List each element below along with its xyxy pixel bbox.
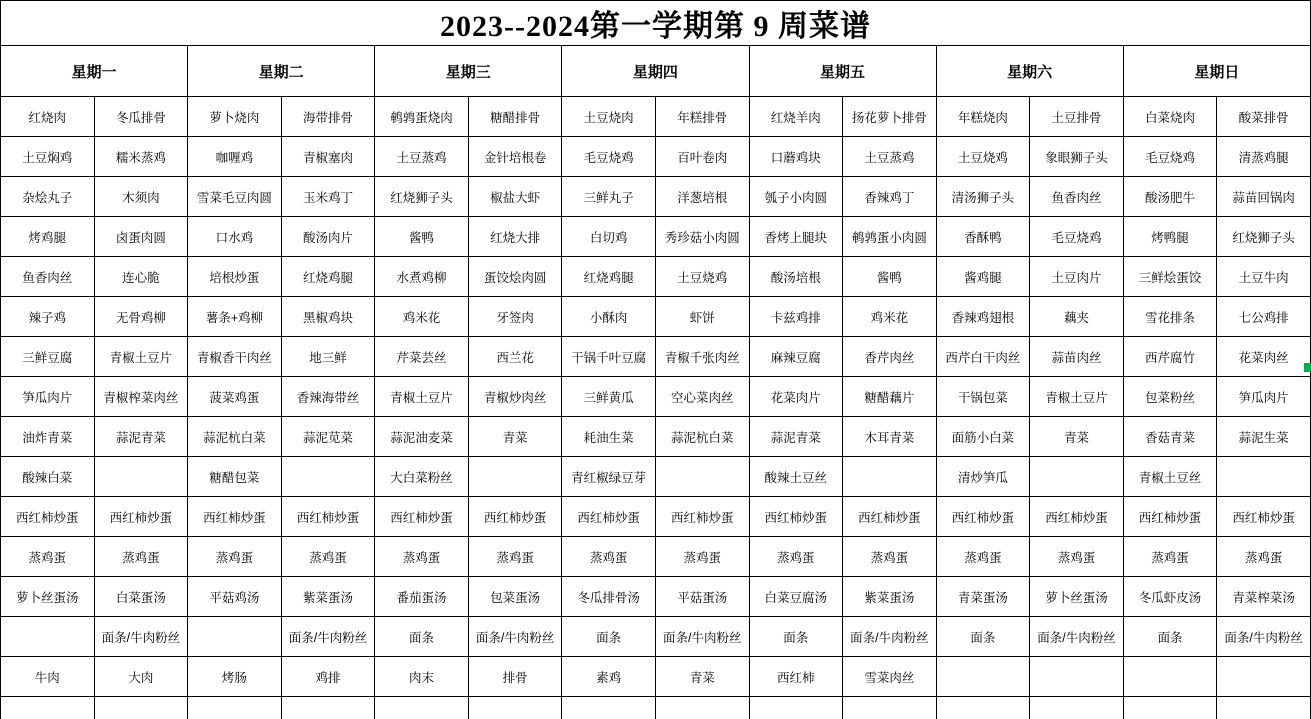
menu-row: [1, 417, 1311, 457]
menu-cell[interactable]: 酱鸡腿: [936, 257, 1030, 297]
menu-cell[interactable]: 面筋小白菜: [936, 417, 1030, 457]
menu-cell[interactable]: 糯米蒸鸡: [94, 137, 188, 177]
menu-cell[interactable]: 雪花排条: [1123, 297, 1217, 337]
menu-cell[interactable]: [749, 697, 843, 719]
title-row: [1, 1, 1311, 46]
menu-row: [1, 497, 1311, 537]
menu-cell[interactable]: [188, 697, 282, 719]
menu-cell[interactable]: 三鲜豆腐: [1, 337, 95, 377]
menu-cell[interactable]: 年糕排骨: [655, 97, 749, 137]
menu-cell[interactable]: 西红柿炒蛋: [94, 497, 188, 537]
menu-cell[interactable]: 面条: [936, 617, 1030, 657]
menu-cell[interactable]: 花菜肉丝: [1217, 337, 1311, 377]
menu-cell[interactable]: 清炒笋瓜: [936, 457, 1030, 497]
menu-cell[interactable]: 鹌鹑蛋小肉圆: [843, 217, 937, 257]
menu-cell[interactable]: 雪菜肉丝: [843, 657, 937, 697]
menu-cell[interactable]: 青菜: [1030, 417, 1124, 457]
menu-cell[interactable]: 蒸鸡蛋: [188, 537, 282, 577]
menu-cell[interactable]: 面条: [375, 617, 469, 657]
menu-cell[interactable]: 白菜蛋汤: [94, 577, 188, 617]
menu-cell[interactable]: 土豆蒸鸡: [843, 137, 937, 177]
menu-cell[interactable]: 蒸鸡蛋: [468, 537, 562, 577]
menu-cell[interactable]: [843, 457, 937, 497]
menu-cell[interactable]: [281, 697, 375, 719]
menu-cell[interactable]: 冬瓜虾皮汤: [1123, 577, 1217, 617]
menu-cell[interactable]: 糖醋排骨: [468, 97, 562, 137]
menu-cell[interactable]: 蒸鸡蛋: [749, 537, 843, 577]
day-header-7[interactable]: 星期日: [1123, 46, 1310, 97]
menu-cell[interactable]: 素鸡: [562, 657, 656, 697]
menu-cell[interactable]: 番茄蛋汤: [375, 577, 469, 617]
menu-cell[interactable]: 牛肉: [1, 657, 95, 697]
menu-cell[interactable]: 青椒千张肉丝: [655, 337, 749, 377]
menu-cell[interactable]: [468, 697, 562, 719]
menu-cell[interactable]: 卤蛋肉圆: [94, 217, 188, 257]
menu-cell[interactable]: 木须肉: [94, 177, 188, 217]
menu-cell[interactable]: 西芹腐竹: [1123, 337, 1217, 377]
menu-cell[interactable]: 包菜粉丝: [1123, 377, 1217, 417]
day-header-3[interactable]: 星期三: [375, 46, 562, 97]
menu-cell[interactable]: [468, 457, 562, 497]
menu-cell[interactable]: 青菜榨菜汤: [1217, 577, 1311, 617]
menu-cell[interactable]: 藕夹: [1030, 297, 1124, 337]
menu-cell[interactable]: 干锅包菜: [936, 377, 1030, 417]
menu-cell[interactable]: 蒜泥苋菜: [281, 417, 375, 457]
menu-cell[interactable]: [1123, 697, 1217, 719]
menu-cell[interactable]: 玉米鸡丁: [281, 177, 375, 217]
menu-cell[interactable]: 青菜: [655, 657, 749, 697]
menu-cell[interactable]: 面条: [1123, 617, 1217, 657]
menu-cell[interactable]: 毛豆烧鸡: [1123, 137, 1217, 177]
menu-row: [1, 177, 1311, 217]
menu-cell[interactable]: 培根炒蛋: [188, 257, 282, 297]
menu-cell[interactable]: 排骨: [468, 657, 562, 697]
menu-cell[interactable]: 青椒土豆片: [1030, 377, 1124, 417]
menu-cell[interactable]: 蒸鸡蛋: [936, 537, 1030, 577]
menu-cell[interactable]: 杂烩丸子: [1, 177, 95, 217]
menu-cell[interactable]: 口水鸡: [188, 217, 282, 257]
menu-cell[interactable]: 年糕烧肉: [936, 97, 1030, 137]
menu-cell[interactable]: 土豆烧鸡: [936, 137, 1030, 177]
menu-cell[interactable]: 笋瓜肉片: [1217, 377, 1311, 417]
menu-cell[interactable]: 七公鸡排: [1217, 297, 1311, 337]
menu-cell[interactable]: 青椒土豆片: [375, 377, 469, 417]
menu-cell[interactable]: 牙签肉: [468, 297, 562, 337]
menu-cell[interactable]: [1030, 457, 1124, 497]
menu-cell[interactable]: 蒜泥青菜: [749, 417, 843, 457]
menu-cell[interactable]: 无骨鸡柳: [94, 297, 188, 337]
menu-cell[interactable]: [655, 697, 749, 719]
day-header-5[interactable]: 星期五: [749, 46, 936, 97]
menu-cell[interactable]: 肉末: [375, 657, 469, 697]
menu-cell[interactable]: [375, 697, 469, 719]
menu-cell[interactable]: 土豆焖鸡: [1, 137, 95, 177]
menu-cell[interactable]: 蒜泥生菜: [1217, 417, 1311, 457]
menu-cell[interactable]: 西芹白干肉丝: [936, 337, 1030, 377]
menu-row: [1, 697, 1311, 719]
menu-row: [1, 377, 1311, 417]
menu-cell[interactable]: 秀珍菇小肉圆: [655, 217, 749, 257]
menu-cell[interactable]: 蒜泥杭白菜: [188, 417, 282, 457]
menu-cell[interactable]: 薯条+鸡柳: [188, 297, 282, 337]
menu-cell[interactable]: [1217, 697, 1311, 719]
menu-cell[interactable]: 蛋饺烩肉圆: [468, 257, 562, 297]
menu-row: [1, 137, 1311, 177]
menu-cell[interactable]: 紫菜蛋汤: [843, 577, 937, 617]
menu-cell[interactable]: 冬瓜排骨汤: [562, 577, 656, 617]
menu-cell[interactable]: 面条/牛肉粉丝: [1217, 617, 1311, 657]
menu-cell[interactable]: [94, 697, 188, 719]
menu-cell[interactable]: 青椒土豆片: [94, 337, 188, 377]
menu-cell[interactable]: 蒸鸡蛋: [1217, 537, 1311, 577]
menu-cell[interactable]: 西红柿炒蛋: [375, 497, 469, 537]
menu-row: [1, 97, 1311, 137]
menu-cell[interactable]: [188, 617, 282, 657]
menu-cell[interactable]: 大白菜粉丝: [375, 457, 469, 497]
menu-cell[interactable]: 地三鲜: [281, 337, 375, 377]
menu-cell[interactable]: 西红柿炒蛋: [655, 497, 749, 537]
menu-cell[interactable]: 酸汤培根: [749, 257, 843, 297]
menu-cell[interactable]: 西红柿炒蛋: [1217, 497, 1311, 537]
menu-cell[interactable]: 酸辣土豆丝: [749, 457, 843, 497]
fill-handle[interactable]: [1304, 363, 1311, 372]
menu-cell[interactable]: 清蒸鸡腿: [1217, 137, 1311, 177]
menu-cell[interactable]: 紫菜蛋汤: [281, 577, 375, 617]
menu-cell[interactable]: 毛豆烧鸡: [562, 137, 656, 177]
menu-cell[interactable]: 小酥肉: [562, 297, 656, 337]
day-header-1[interactable]: 星期一: [1, 46, 188, 97]
menu-row: [1, 457, 1311, 497]
menu-cell[interactable]: 笋瓜肉片: [1, 377, 95, 417]
menu-cell[interactable]: 蒸鸡蛋: [281, 537, 375, 577]
menu-cell[interactable]: 辣子鸡: [1, 297, 95, 337]
menu-cell[interactable]: [1, 697, 95, 719]
menu-cell[interactable]: 西红柿: [749, 657, 843, 697]
menu-cell[interactable]: [1217, 457, 1311, 497]
menu-cell[interactable]: 鸡米花: [375, 297, 469, 337]
menu-cell[interactable]: 蒜苗肉丝: [1030, 337, 1124, 377]
menu-cell[interactable]: [562, 697, 656, 719]
menu-cell[interactable]: 芹菜芸丝: [375, 337, 469, 377]
menu-cell[interactable]: 土豆牛肉: [1217, 257, 1311, 297]
menu-cell[interactable]: 香烤上腿块: [749, 217, 843, 257]
menu-cell[interactable]: 西红柿炒蛋: [843, 497, 937, 537]
day-header-row: [1, 46, 1311, 97]
menu-cell[interactable]: 西红柿炒蛋: [562, 497, 656, 537]
day-header-4[interactable]: 星期四: [562, 46, 749, 97]
day-header-2[interactable]: 星期二: [188, 46, 375, 97]
menu-cell[interactable]: 土豆烧肉: [562, 97, 656, 137]
menu-cell[interactable]: 酸菜排骨: [1217, 97, 1311, 137]
menu-cell[interactable]: 三鲜烩蛋饺: [1123, 257, 1217, 297]
menu-cell[interactable]: 蒸鸡蛋: [94, 537, 188, 577]
menu-cell[interactable]: 烤鸡腿: [1, 217, 95, 257]
menu-cell[interactable]: 糖醋包菜: [188, 457, 282, 497]
menu-cell[interactable]: 红烧鸡腿: [281, 257, 375, 297]
menu-row: [1, 337, 1311, 377]
menu-cell[interactable]: 水煮鸡柳: [375, 257, 469, 297]
menu-cell[interactable]: 面条/牛肉粉丝: [843, 617, 937, 657]
menu-cell[interactable]: 平菇蛋汤: [655, 577, 749, 617]
menu-cell[interactable]: 土豆肉片: [1030, 257, 1124, 297]
menu-row: [1, 537, 1311, 577]
menu-cell[interactable]: 烤鸭腿: [1123, 217, 1217, 257]
menu-cell[interactable]: 毛豆烧鸡: [1030, 217, 1124, 257]
menu-cell[interactable]: 面条/牛肉粉丝: [468, 617, 562, 657]
menu-cell[interactable]: 青椒炒肉丝: [468, 377, 562, 417]
menu-cell[interactable]: 烤肠: [188, 657, 282, 697]
menu-cell[interactable]: 西红柿炒蛋: [1123, 497, 1217, 537]
menu-cell[interactable]: 麻辣豆腐: [749, 337, 843, 377]
menu-cell[interactable]: 西红柿炒蛋: [936, 497, 1030, 537]
menu-cell[interactable]: [1030, 697, 1124, 719]
menu-cell[interactable]: [655, 457, 749, 497]
menu-row: [1, 257, 1311, 297]
menu-cell[interactable]: 香辣海带丝: [281, 377, 375, 417]
menu-cell[interactable]: 白菜烧肉: [1123, 97, 1217, 137]
menu-cell[interactable]: 木耳青菜: [843, 417, 937, 457]
menu-cell[interactable]: 面条: [749, 617, 843, 657]
menu-cell[interactable]: [1030, 657, 1124, 697]
menu-cell[interactable]: 红烧狮子头: [375, 177, 469, 217]
menu-cell[interactable]: 洋葱培根: [655, 177, 749, 217]
menu-cell[interactable]: 鹌鹑蛋烧肉: [375, 97, 469, 137]
menu-cell[interactable]: 青椒塞肉: [281, 137, 375, 177]
menu-cell[interactable]: 萝卜丝蛋汤: [1030, 577, 1124, 617]
menu-cell[interactable]: 海带排骨: [281, 97, 375, 137]
menu-cell[interactable]: 红烧狮子头: [1217, 217, 1311, 257]
day-header-6[interactable]: 星期六: [936, 46, 1123, 97]
menu-cell[interactable]: 香酥鸭: [936, 217, 1030, 257]
menu-cell[interactable]: 香辣鸡丁: [843, 177, 937, 217]
menu-cell[interactable]: 西红柿炒蛋: [281, 497, 375, 537]
menu-cell[interactable]: 雪菜毛豆肉圆: [188, 177, 282, 217]
menu-cell[interactable]: 西红柿炒蛋: [1030, 497, 1124, 537]
menu-cell[interactable]: 青椒榨菜肉丝: [94, 377, 188, 417]
menu-cell[interactable]: 耗油生菜: [562, 417, 656, 457]
menu-cell[interactable]: 红烧鸡腿: [562, 257, 656, 297]
menu-row: [1, 297, 1311, 337]
menu-cell[interactable]: 咖喱鸡: [188, 137, 282, 177]
menu-cell[interactable]: 香芹肉丝: [843, 337, 937, 377]
menu-cell[interactable]: 红烧大排: [468, 217, 562, 257]
menu-cell[interactable]: 象眼狮子头: [1030, 137, 1124, 177]
menu-cell[interactable]: 青菜: [468, 417, 562, 457]
menu-cell[interactable]: 包菜蛋汤: [468, 577, 562, 617]
menu-cell[interactable]: 平菇鸡汤: [188, 577, 282, 617]
menu-cell[interactable]: 连心脆: [94, 257, 188, 297]
menu-cell[interactable]: 鸡米花: [843, 297, 937, 337]
menu-cell[interactable]: 金针培根卷: [468, 137, 562, 177]
menu-cell[interactable]: 白切鸡: [562, 217, 656, 257]
page-title[interactable]: 2023--2024第一学期第 9 周菜谱: [1, 1, 1311, 46]
menu-cell[interactable]: 面条/牛肉粉丝: [281, 617, 375, 657]
menu-cell[interactable]: 红烧羊肉: [749, 97, 843, 137]
menu-cell[interactable]: [936, 697, 1030, 719]
menu-cell[interactable]: 卡兹鸡排: [749, 297, 843, 337]
menu-cell[interactable]: 三鲜丸子: [562, 177, 656, 217]
menu-cell[interactable]: 大肉: [94, 657, 188, 697]
menu-cell[interactable]: 油炸青菜: [1, 417, 95, 457]
menu-cell[interactable]: [936, 657, 1030, 697]
menu-cell[interactable]: 面条/牛肉粉丝: [94, 617, 188, 657]
menu-cell[interactable]: 酸辣白菜: [1, 457, 95, 497]
menu-row: [1, 657, 1311, 697]
menu-cell[interactable]: 香辣鸡翅根: [936, 297, 1030, 337]
menu-cell[interactable]: 西红柿炒蛋: [468, 497, 562, 537]
menu-cell[interactable]: [94, 457, 188, 497]
menu-cell[interactable]: 蒸鸡蛋: [1030, 537, 1124, 577]
menu-cell[interactable]: 瓠子小肉圆: [749, 177, 843, 217]
menu-cell[interactable]: 三鲜黄瓜: [562, 377, 656, 417]
menu-cell[interactable]: 青椒香干肉丝: [188, 337, 282, 377]
menu-cell[interactable]: 面条/牛肉粉丝: [655, 617, 749, 657]
menu-cell[interactable]: 干锅千叶豆腐: [562, 337, 656, 377]
menu-cell[interactable]: 青红椒绿豆芽: [562, 457, 656, 497]
menu-cell[interactable]: 萝卜丝蛋汤: [1, 577, 95, 617]
menu-cell[interactable]: 酸汤肥牛: [1123, 177, 1217, 217]
menu-cell[interactable]: 蒜泥杭白菜: [655, 417, 749, 457]
menu-cell[interactable]: 面条/牛肉粉丝: [1030, 617, 1124, 657]
menu-cell[interactable]: 西红柿炒蛋: [188, 497, 282, 537]
menu-cell[interactable]: 酱鸭: [375, 217, 469, 257]
menu-cell[interactable]: 土豆烧鸡: [655, 257, 749, 297]
menu-cell[interactable]: 鸡排: [281, 657, 375, 697]
menu-cell[interactable]: 蒸鸡蛋: [562, 537, 656, 577]
menu-cell[interactable]: 酸汤肉片: [281, 217, 375, 257]
menu-cell[interactable]: 蒸鸡蛋: [1, 537, 95, 577]
menu-cell[interactable]: [1217, 657, 1311, 697]
menu-cell[interactable]: [843, 697, 937, 719]
menu-cell[interactable]: 蒜泥油麦菜: [375, 417, 469, 457]
menu-cell[interactable]: 扬花萝卜排骨: [843, 97, 937, 137]
menu-cell[interactable]: 百叶卷肉: [655, 137, 749, 177]
menu-cell[interactable]: 冬瓜排骨: [94, 97, 188, 137]
menu-cell[interactable]: 鱼香肉丝: [1030, 177, 1124, 217]
menu-cell[interactable]: 虾饼: [655, 297, 749, 337]
menu-cell[interactable]: 菠菜鸡蛋: [188, 377, 282, 417]
menu-cell[interactable]: 西兰花: [468, 337, 562, 377]
menu-cell[interactable]: 蒜泥青菜: [94, 417, 188, 457]
menu-cell[interactable]: 蒸鸡蛋: [655, 537, 749, 577]
menu-cell[interactable]: 椒盐大虾: [468, 177, 562, 217]
menu-cell[interactable]: 花菜肉片: [749, 377, 843, 417]
menu-cell[interactable]: [1, 617, 95, 657]
menu-cell[interactable]: 蒸鸡蛋: [1123, 537, 1217, 577]
menu-cell[interactable]: [1123, 657, 1217, 697]
menu-row: [1, 617, 1311, 657]
menu-cell[interactable]: 土豆蒸鸡: [375, 137, 469, 177]
menu-cell[interactable]: [281, 457, 375, 497]
menu-cell[interactable]: 白菜豆腐汤: [749, 577, 843, 617]
menu-cell[interactable]: 蒸鸡蛋: [843, 537, 937, 577]
menu-cell[interactable]: 面条: [562, 617, 656, 657]
menu-cell[interactable]: 萝卜烧肉: [188, 97, 282, 137]
menu-cell[interactable]: 酱鸭: [843, 257, 937, 297]
menu-cell[interactable]: 鱼香肉丝: [1, 257, 95, 297]
menu-cell[interactable]: 青菜蛋汤: [936, 577, 1030, 617]
menu-cell[interactable]: 黑椒鸡块: [281, 297, 375, 337]
menu-cell[interactable]: 西红柿炒蛋: [1, 497, 95, 537]
menu-cell[interactable]: 香菇青菜: [1123, 417, 1217, 457]
menu-row: [1, 577, 1311, 617]
menu-row: [1, 217, 1311, 257]
menu-cell[interactable]: 口蘑鸡块: [749, 137, 843, 177]
menu-cell[interactable]: 红烧肉: [1, 97, 95, 137]
menu-cell[interactable]: 空心菜肉丝: [655, 377, 749, 417]
menu-cell[interactable]: 清汤狮子头: [936, 177, 1030, 217]
menu-cell[interactable]: 蒸鸡蛋: [375, 537, 469, 577]
menu-cell[interactable]: 青椒土豆丝: [1123, 457, 1217, 497]
menu-cell[interactable]: 土豆排骨: [1030, 97, 1124, 137]
menu-cell[interactable]: 糖醋藕片: [843, 377, 937, 417]
menu-cell[interactable]: 蒜苗回锅肉: [1217, 177, 1311, 217]
menu-cell[interactable]: 西红柿炒蛋: [749, 497, 843, 537]
